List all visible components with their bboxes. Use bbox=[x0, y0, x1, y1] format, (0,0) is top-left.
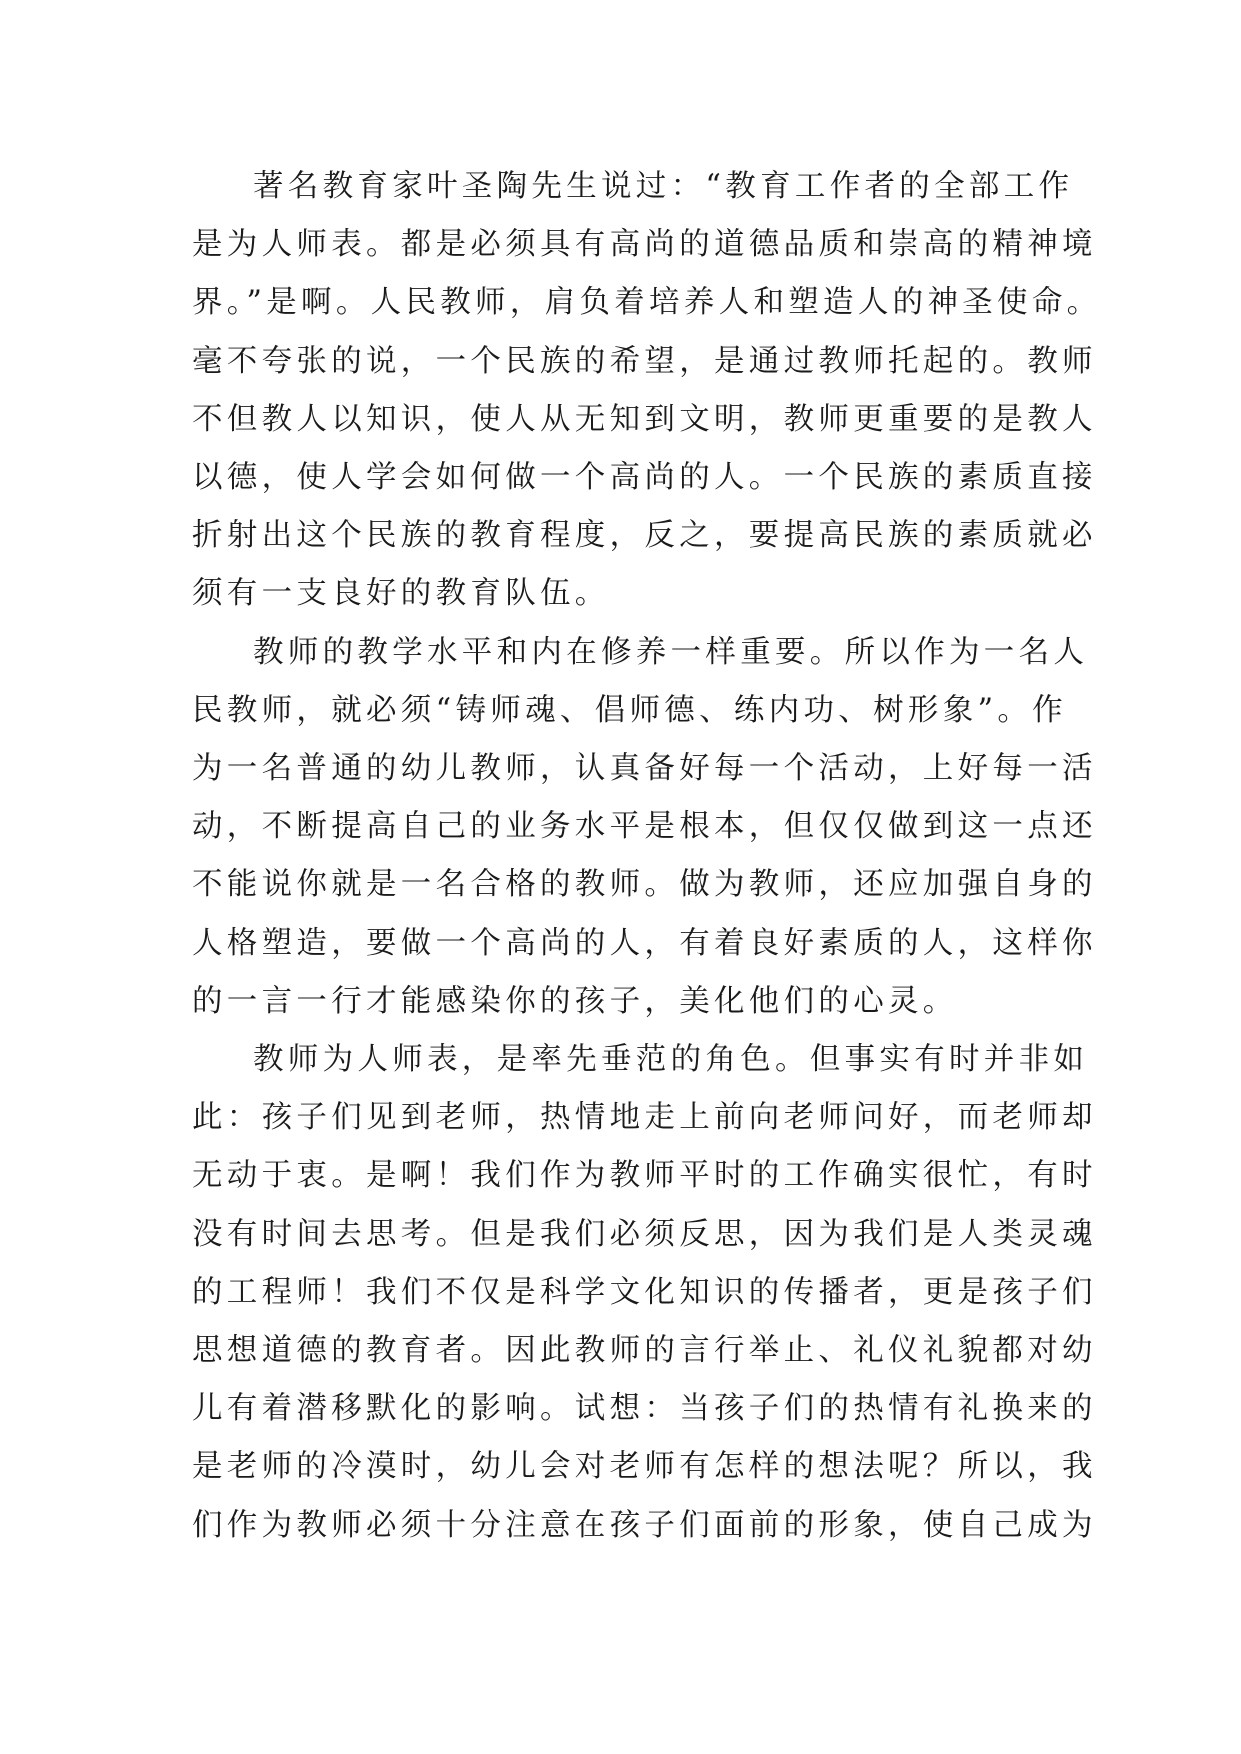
paragraph-line: 人格塑造，要做一个高尚的人，有着良好素质的人，这样你 bbox=[192, 925, 1097, 961]
paragraph-line: 的一言一行才能感染你的孩子，美化他们的心灵。 bbox=[192, 983, 958, 1019]
paragraph-line: 无动于衷。是啊！我们作为教师平时的工作确实很忙，有时 bbox=[192, 1158, 1097, 1194]
paragraph-line: 思想道德的教育者。因此教师的言行举止、礼仪礼貌都对幼 bbox=[192, 1333, 1097, 1369]
paragraph-line: 是为人师表。都是必须具有高尚的道德品质和崇高的精神境 bbox=[192, 227, 1097, 263]
paragraph-3 bbox=[192, 1031, 1097, 1555]
paragraph-line: 没有时间去思考。但是我们必须反思，因为我们是人类灵魂 bbox=[192, 1216, 1097, 1252]
paragraph-line: 教师的教学水平和内在修养一样重要。所以作为一名人 bbox=[253, 634, 1089, 670]
paragraph-line: 们作为教师必须十分注意在孩子们面前的形象，使自己成为 bbox=[192, 1507, 1097, 1543]
paragraph-line: 民教师，就必须“铸师魂、倡师德、练内功、树形象”。作 bbox=[192, 692, 1067, 728]
paragraph-line: 教师为人师表，是率先垂范的角色。但事实有时并非如 bbox=[253, 1042, 1089, 1078]
paragraph-line: 界。”是啊。人民教师，肩负着培养人和塑造人的神圣使命。 bbox=[192, 285, 1102, 321]
paragraph-line: 动，不断提高自己的业务水平是根本，但仅仅做到这一点还 bbox=[192, 809, 1097, 845]
paragraph-line: 毫不夸张的说，一个民族的希望，是通过教师托起的。教师 bbox=[192, 343, 1097, 379]
paragraph-line: 以德，使人学会如何做一个高尚的人。一个民族的素质直接 bbox=[192, 460, 1097, 496]
document-body bbox=[192, 158, 1102, 1555]
paragraph-line: 的工程师！我们不仅是科学文化知识的传播者，更是孩子们 bbox=[192, 1274, 1097, 1310]
paragraph-line: 折射出这个民族的教育程度，反之，要提高民族的素质就必 bbox=[192, 518, 1097, 554]
paragraph-line: 儿有着潜移默化的影响。试想：当孩子们的热情有礼换来的 bbox=[192, 1391, 1097, 1427]
paragraph-line: 不但教人以知识，使人从无知到文明，教师更重要的是教人 bbox=[192, 401, 1097, 437]
paragraph-line: 是老师的冷漠时，幼儿会对老师有怎样的想法呢？所以，我 bbox=[192, 1449, 1097, 1485]
paragraph-line: 须有一支良好的教育队伍。 bbox=[192, 576, 610, 612]
paragraph-line: 为一名普通的幼儿教师，认真备好每一个活动，上好每一活 bbox=[192, 751, 1097, 787]
paragraph-line: 不能说你就是一名合格的教师。做为教师，还应加强自身的 bbox=[192, 867, 1097, 903]
paragraph-2 bbox=[192, 624, 1097, 1031]
paragraph-line: 此：孩子们见到老师，热情地走上前向老师问好，而老师却 bbox=[192, 1100, 1097, 1136]
paragraph-1 bbox=[192, 158, 1102, 624]
paragraph-line: 著名教育家叶圣陶先生说过：“教育工作者的全部工作 bbox=[253, 169, 1074, 204]
